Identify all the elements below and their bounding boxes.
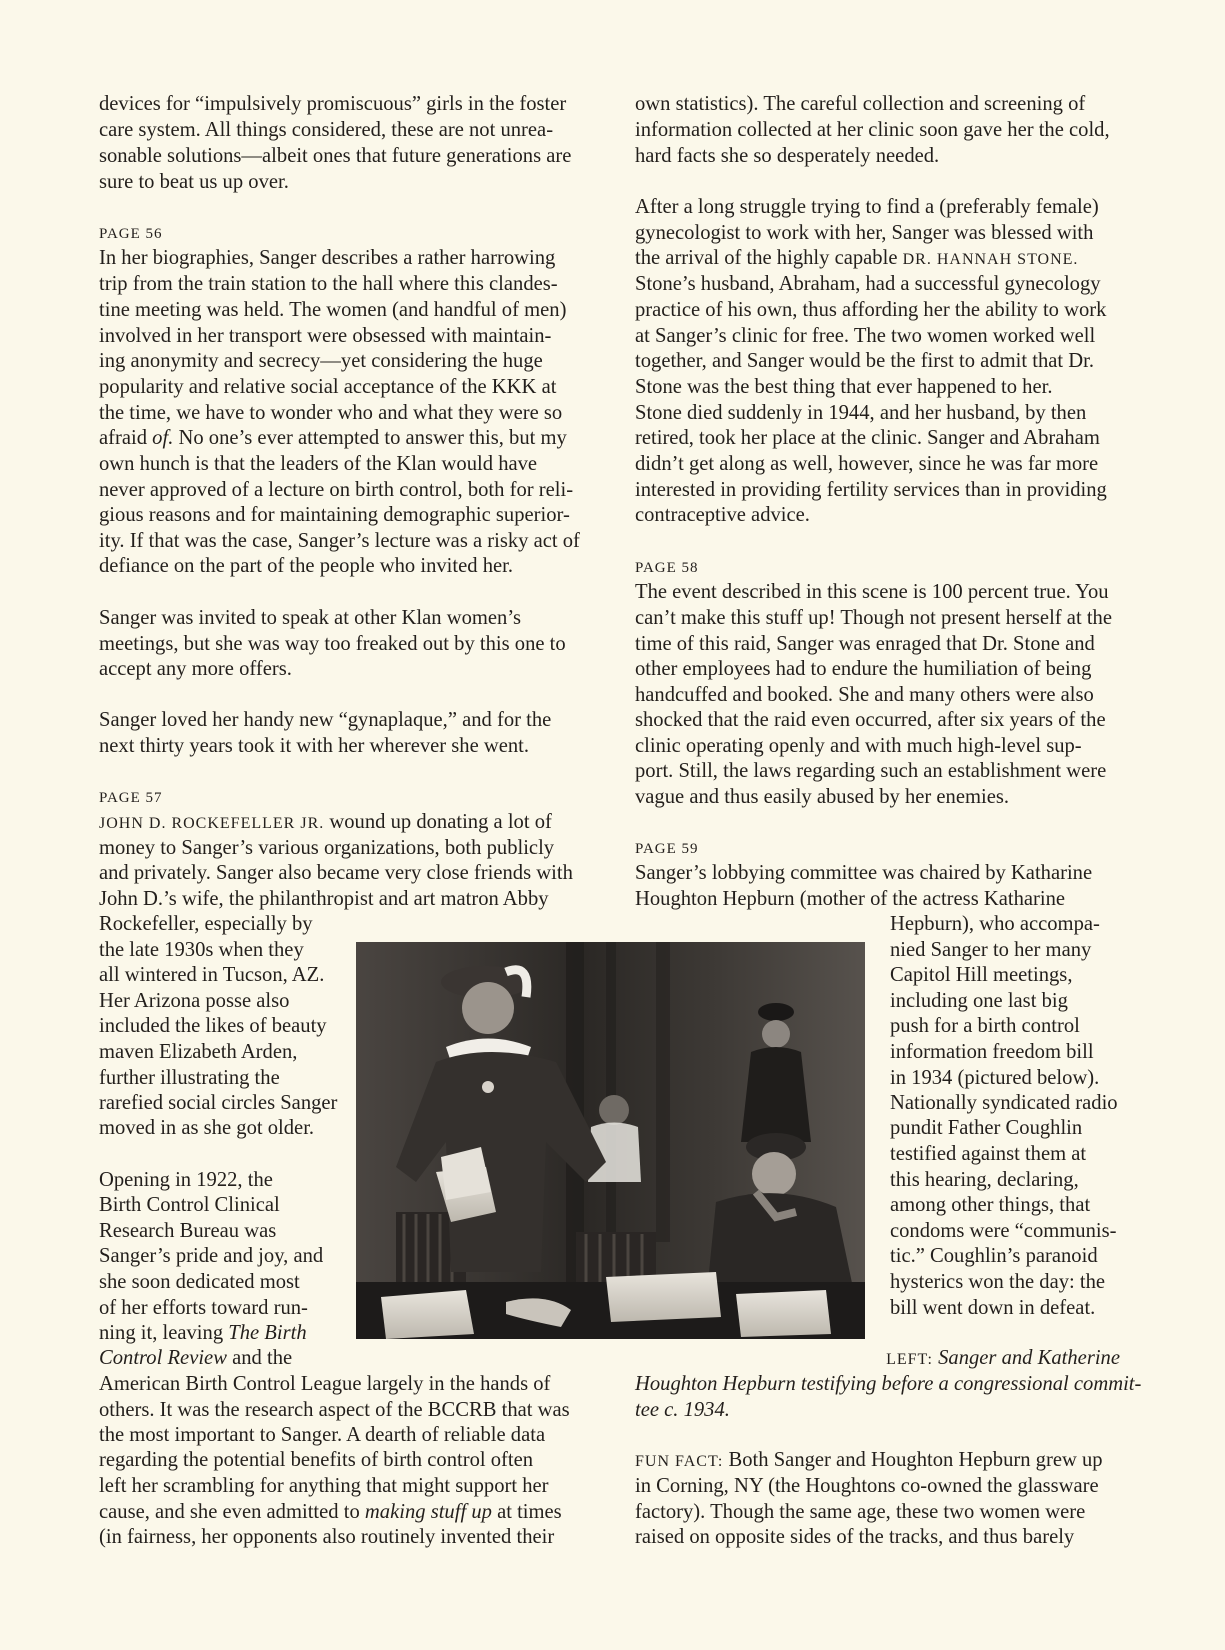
text-line: The event described in this scene is 100 percent true. You bbox=[635, 581, 1109, 603]
text-line: ing anonymity and secrecy—yet considering the huge bbox=[99, 350, 543, 372]
text-line: nied Sanger to her many bbox=[890, 939, 1092, 961]
text-line: in Corning, NY (the Houghtons co-owned the glassware bbox=[635, 1475, 1099, 1497]
text-line: interested in providing fertility services than in providing bbox=[635, 479, 1107, 501]
text-line: further illustrating the bbox=[99, 1067, 280, 1089]
text-line: care system. All things considered, these are not unrea- bbox=[99, 119, 554, 141]
text-line: Nationally syndicated radio bbox=[890, 1092, 1118, 1114]
text-line: tic.” Coughlin’s paranoid bbox=[890, 1245, 1098, 1267]
text-line: practice of his own, thus affording her the ability to work bbox=[635, 299, 1107, 321]
text-line: in 1934 (pictured below). bbox=[890, 1067, 1100, 1089]
text-line: Her Arizona posse also bbox=[99, 990, 290, 1012]
photo-caption-line bbox=[635, 1372, 1141, 1398]
text-line: Stone was the best thing that ever happened to her. bbox=[635, 376, 1053, 398]
text-line bbox=[99, 810, 552, 837]
text-line: information collected at her clinic soon gave her the cold, bbox=[635, 119, 1110, 141]
text-line: other employees had to endure the humiliation of being bbox=[635, 658, 1092, 680]
text-line: of her efforts toward run- bbox=[99, 1297, 308, 1319]
text-line bbox=[99, 426, 567, 452]
small-caps-name: DR. HANNAH STONE. bbox=[902, 251, 1079, 268]
text-line: the most important to Sanger. A dearth of reliable data bbox=[99, 1424, 546, 1446]
text-run: ning it, leaving bbox=[99, 1322, 229, 1344]
text-line: money to Sanger’s various organizations, both publicly bbox=[99, 837, 555, 859]
text-line: moved in as she got older. bbox=[99, 1117, 315, 1139]
text-line: Houghton Hepburn (mother of the actress Katharine bbox=[635, 888, 1066, 910]
italic-run: Houghton Hepburn testifying before a congressional commit- bbox=[635, 1373, 1142, 1395]
fun-fact-label: FUN FACT: bbox=[635, 1453, 724, 1470]
text-line: at Sanger’s clinic for free. The two women worked well bbox=[635, 325, 1096, 347]
text-line: Stone’s husband, Abraham, had a successful gynecology bbox=[635, 273, 1101, 295]
text-line: popularity and relative social acceptance of the KKK at bbox=[99, 376, 557, 398]
section-label-page-59: PAGE 59 bbox=[635, 841, 699, 857]
text-line: After a long struggle trying to find a (preferably female) bbox=[635, 196, 1099, 218]
text-line: didn’t get along as well, however, since he was far more bbox=[635, 453, 1099, 475]
text-line: retired, took her place at the clinic. Sanger and Abraham bbox=[635, 427, 1100, 449]
text-line: Sanger’s lobbying committee was chaired by Katharine bbox=[635, 862, 1093, 884]
text-line: others. It was the research aspect of the BCCRB that was bbox=[99, 1399, 570, 1421]
text-line: own hunch is that the leaders of the Klan would have bbox=[99, 453, 538, 475]
small-caps-name: JOHN D. ROCKEFELLER JR. bbox=[99, 815, 325, 832]
text-line: handcuffed and booked. She and many others were also bbox=[635, 684, 1094, 706]
text-line: never approved of a lecture on birth control, both for reli- bbox=[99, 479, 574, 501]
italic-run: of. bbox=[152, 427, 174, 449]
italic-run: making stuff up bbox=[364, 1501, 492, 1523]
text-line: among other things, that bbox=[890, 1194, 1091, 1216]
text-line: ity. If that was the case, Sanger’s lecture was a risky act of bbox=[99, 530, 580, 552]
text-run: Both Sanger and Houghton Hepburn grew up bbox=[723, 1449, 1103, 1471]
text-line: defiance on the part of the people who invited her. bbox=[99, 555, 514, 577]
italic-run: The Birth bbox=[228, 1322, 307, 1344]
text-line: Research Bureau was bbox=[99, 1220, 277, 1242]
text-line: time of this raid, Sanger was enraged that Dr. Stone and bbox=[635, 633, 1095, 655]
text-run: the arrival of the highly capable bbox=[635, 247, 903, 269]
text-line: regarding the potential benefits of birth control often bbox=[99, 1449, 534, 1471]
text-line: together, and Sanger would be the first to admit that Dr. bbox=[635, 350, 1094, 372]
caption-label: LEFT: bbox=[886, 1351, 933, 1368]
text-line: vague and thus easily abused by her enemies. bbox=[635, 786, 1010, 808]
text-line: condoms were “communis- bbox=[890, 1220, 1117, 1242]
text-line: factory). Though the same age, these two women were bbox=[635, 1501, 1086, 1523]
photo-caption-line bbox=[635, 1398, 730, 1424]
text-line: Birth Control Clinical bbox=[99, 1194, 280, 1216]
text-line: devices for “impulsively promiscuous” girls in the foster bbox=[99, 93, 567, 115]
text-line bbox=[635, 1448, 1103, 1475]
text-run: cause, and she even admitted to bbox=[99, 1501, 365, 1523]
text-line: left her scrambling for anything that might support her bbox=[99, 1475, 549, 1497]
text-line: and privately. Sanger also became very close friends with bbox=[99, 862, 573, 884]
text-line: Capitol Hill meetings, bbox=[890, 964, 1073, 986]
text-run: and the bbox=[226, 1347, 293, 1369]
text-line: tine meeting was held. The women (and handful of men) bbox=[99, 299, 567, 321]
text-line: Sanger loved her handy new “gynaplaque,” and for the bbox=[99, 709, 552, 731]
text-line: contraceptive advice. bbox=[635, 504, 810, 526]
text-run: No one’s ever attempted to answer this, but my bbox=[173, 427, 567, 449]
text-line: meetings, but she was way too freaked out by this one to bbox=[99, 633, 566, 655]
text-line bbox=[635, 246, 1078, 273]
text-line: (in fairness, her opponents also routinely invented their bbox=[99, 1526, 555, 1548]
text-line: this hearing, declaring, bbox=[890, 1169, 1079, 1191]
text-line: she soon dedicated most bbox=[99, 1271, 300, 1293]
text-line: sure to beat us up over. bbox=[99, 171, 289, 193]
text-line: bill went down in defeat. bbox=[890, 1297, 1096, 1319]
text-line: Sanger was invited to speak at other Klan women’s bbox=[99, 607, 522, 629]
text-line: maven Elizabeth Arden, bbox=[99, 1041, 298, 1063]
text-line: American Birth Control League largely in the hands of bbox=[99, 1373, 551, 1395]
section-label-page-58: PAGE 58 bbox=[635, 560, 699, 576]
text-line: Rockefeller, especially by bbox=[99, 913, 313, 935]
text-line bbox=[99, 1321, 307, 1347]
photo-caption-line bbox=[886, 1346, 1120, 1373]
text-line: the time, we have to wonder who and what they were so bbox=[99, 402, 563, 424]
section-label-page-57: PAGE 57 bbox=[99, 790, 163, 806]
text-line bbox=[99, 1500, 562, 1526]
section-label-page-56: PAGE 56 bbox=[99, 226, 163, 242]
text-line: port. Still, the laws regarding such an establishment were bbox=[635, 760, 1107, 782]
text-line: hysterics won the day: the bbox=[890, 1271, 1106, 1293]
text-line: hard facts she so desperately needed. bbox=[635, 145, 940, 167]
text-line: information freedom bill bbox=[890, 1041, 1094, 1063]
text-line: included the likes of beauty bbox=[99, 1015, 327, 1037]
text-line: Opening in 1922, the bbox=[99, 1169, 273, 1191]
text-line: pundit Father Coughlin bbox=[890, 1117, 1083, 1139]
text-line: including one last big bbox=[890, 990, 1068, 1012]
text-line: In her biographies, Sanger describes a rather harrowing bbox=[99, 247, 556, 269]
text-line: involved in her transport were obsessed with maintain- bbox=[99, 325, 552, 347]
text-line: gious reasons and for maintaining demographic superior- bbox=[99, 504, 570, 526]
text-line: push for a birth control bbox=[890, 1015, 1080, 1037]
text-line: sonable solutions—albeit ones that future generations are bbox=[99, 145, 572, 167]
text-line: clinic operating openly and with much high-level sup- bbox=[635, 735, 1082, 757]
text-line: Hepburn), who accompa- bbox=[890, 913, 1100, 935]
photo-illustration bbox=[356, 942, 865, 1339]
italic-run: Control Review bbox=[99, 1347, 227, 1369]
text-line: testified against them at bbox=[890, 1143, 1087, 1165]
text-line: accept any more offers. bbox=[99, 658, 292, 680]
text-line: own statistics). The careful collection and screening of bbox=[635, 93, 1086, 115]
text-run: at times bbox=[491, 1501, 562, 1523]
italic-run: tee c. 1934. bbox=[635, 1399, 730, 1421]
text-line: trip from the train station to the hall where this clandes- bbox=[99, 273, 558, 295]
text-line: all wintered in Tucson, AZ. bbox=[99, 964, 325, 986]
text-line: the late 1930s when they bbox=[99, 939, 304, 961]
text-line: shocked that the raid even occurred, after six years of the bbox=[635, 709, 1106, 731]
text-line: rarefied social circles Sanger bbox=[99, 1092, 338, 1114]
text-run: wound up donating a lot of bbox=[324, 811, 552, 833]
text-line: raised on opposite sides of the tracks, and thus barely bbox=[635, 1526, 1075, 1548]
text-line: can’t make this stuff up! Though not present herself at the bbox=[635, 607, 1112, 629]
text-line: gynecologist to work with her, Sanger was blessed with bbox=[635, 222, 1094, 244]
historical-photo bbox=[356, 942, 865, 1339]
text-line bbox=[99, 1346, 292, 1372]
text-line: Sanger’s pride and joy, and bbox=[99, 1245, 324, 1267]
text-line: Stone died suddenly in 1944, and her husband, by then bbox=[635, 402, 1087, 424]
italic-run: Sanger and Katherine bbox=[932, 1347, 1120, 1369]
text-run: afraid bbox=[99, 427, 153, 449]
text-line: John D.’s wife, the philanthropist and art matron Abby bbox=[99, 888, 549, 910]
text-line: next thirty years took it with her wherever she went. bbox=[99, 735, 530, 757]
